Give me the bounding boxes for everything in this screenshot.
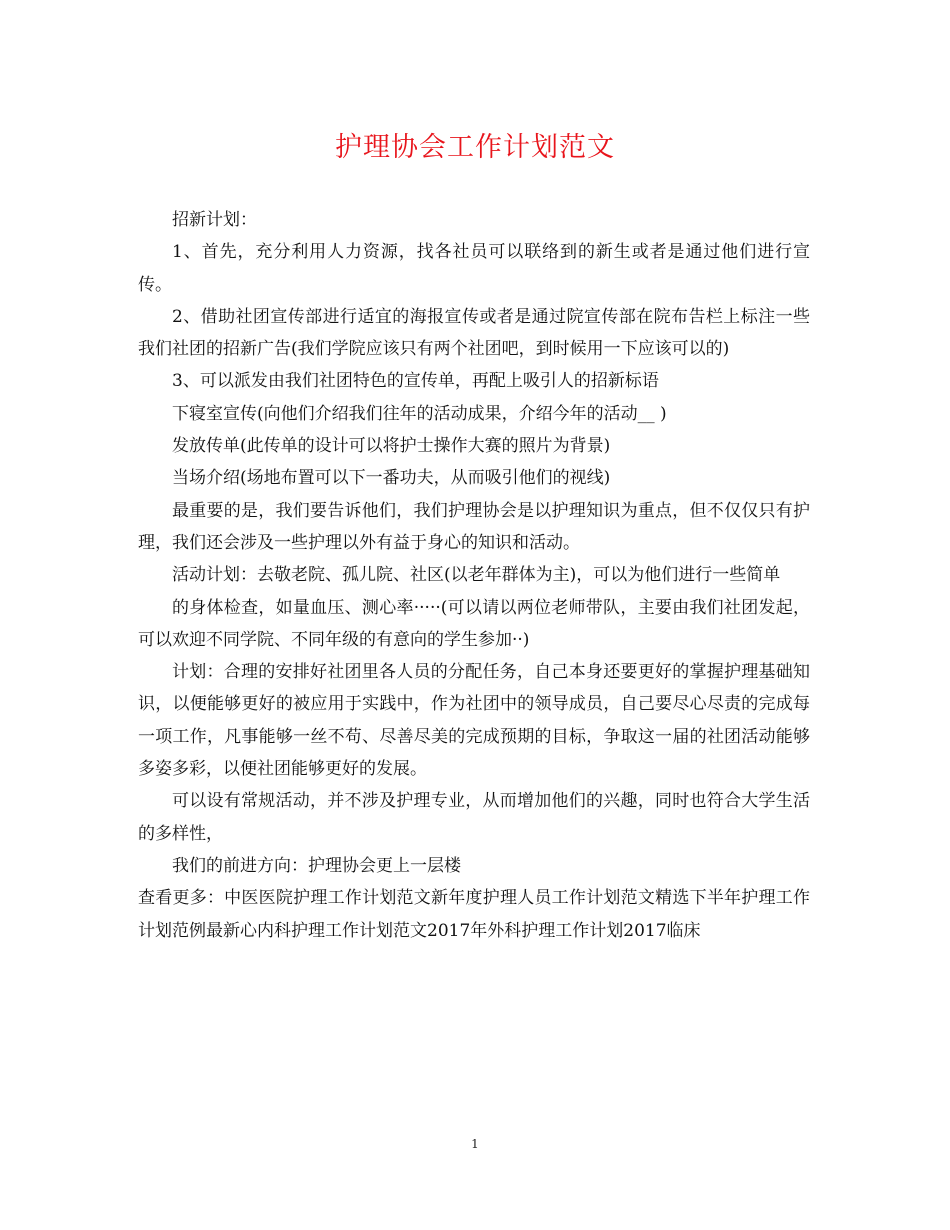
see-more-links[interactable]: 查看更多：中医医院护理工作计划范文新年度护理人员工作计划范文精选下半年护理工作计划范例最新心内科护理工作计划范文2017年外科护理工作计划2017临床 xyxy=(138,888,810,941)
paragraph-activity-plan: 活动计划：去敬老院、孤儿院、社区(以老年群体为主)，可以为他们进行一些简单 xyxy=(172,565,781,586)
document-title: 护理协会工作计划范文 xyxy=(335,132,615,163)
paragraph-flyers: 发放传单(此传单的设计可以将护士操作大赛的照片为背景) xyxy=(172,436,611,457)
paragraph-plan: 计划：合理的安排好社团里各人员的分配任务，自己本身还要更好的掌握护理基础知识，以便能够更好的被应用于实践中，作为社团中的领导成员，自己要尽心尽责的完成每一项工作，凡事能够一丝不苟、尽善尽美的完成预期的目标，争取这一届的社团活动能够多姿多彩，以便社团能够更好的发展。 xyxy=(138,662,810,780)
paragraph-regular-activities: 可以设有常规活动，并不涉及护理专业，从而增加他们的兴趣，同时也符合大学生活的多样性， xyxy=(138,791,810,844)
document-body xyxy=(138,204,810,947)
paragraph-onsite: 当场介绍(场地布置可以下一番功夫，从而吸引他们的视线) xyxy=(172,468,611,489)
paragraph-direction: 我们的前进方向：护理协会更上一层楼 xyxy=(172,855,461,876)
paragraph-health-check: 的身体检查，如量血压、测心率·····(可以请以两位老师带队，主要由我们社团发起，可以欢迎不同学院、不同年级的有意向的学生参加··) xyxy=(138,597,810,650)
paragraph-recruit-2: 2、借助社团宣传部进行适宜的海报宣传或者是通过院宣传部在院布告栏上标注一些我们社团的招新广告(我们学院应该只有两个社团吧，到时候用一下应该可以的) xyxy=(138,306,810,360)
paragraph-recruit-3: 3、可以派发由我们社团特色的宣传单，再配上吸引人的招新标语 xyxy=(172,371,659,392)
paragraph-dorm-promo: 下寝室宣传(向他们介绍我们往年的活动成果，介绍今年的活动__ ) xyxy=(172,403,667,424)
paragraph-recruit-1: 1、首先，充分利用人力资源，找各社员可以联络到的新生或者是通过他们进行宣传。 xyxy=(138,242,810,295)
paragraph-recruit-heading: 招新计划： xyxy=(172,210,257,230)
page-number: 1 xyxy=(471,1137,479,1151)
paragraph-most-important: 最重要的是，我们要告诉他们，我们护理协会是以护理知识为重点，但不仅仅只有护理，我们还会涉及一些护理以外有益于身心的知识和活动。 xyxy=(138,500,810,553)
